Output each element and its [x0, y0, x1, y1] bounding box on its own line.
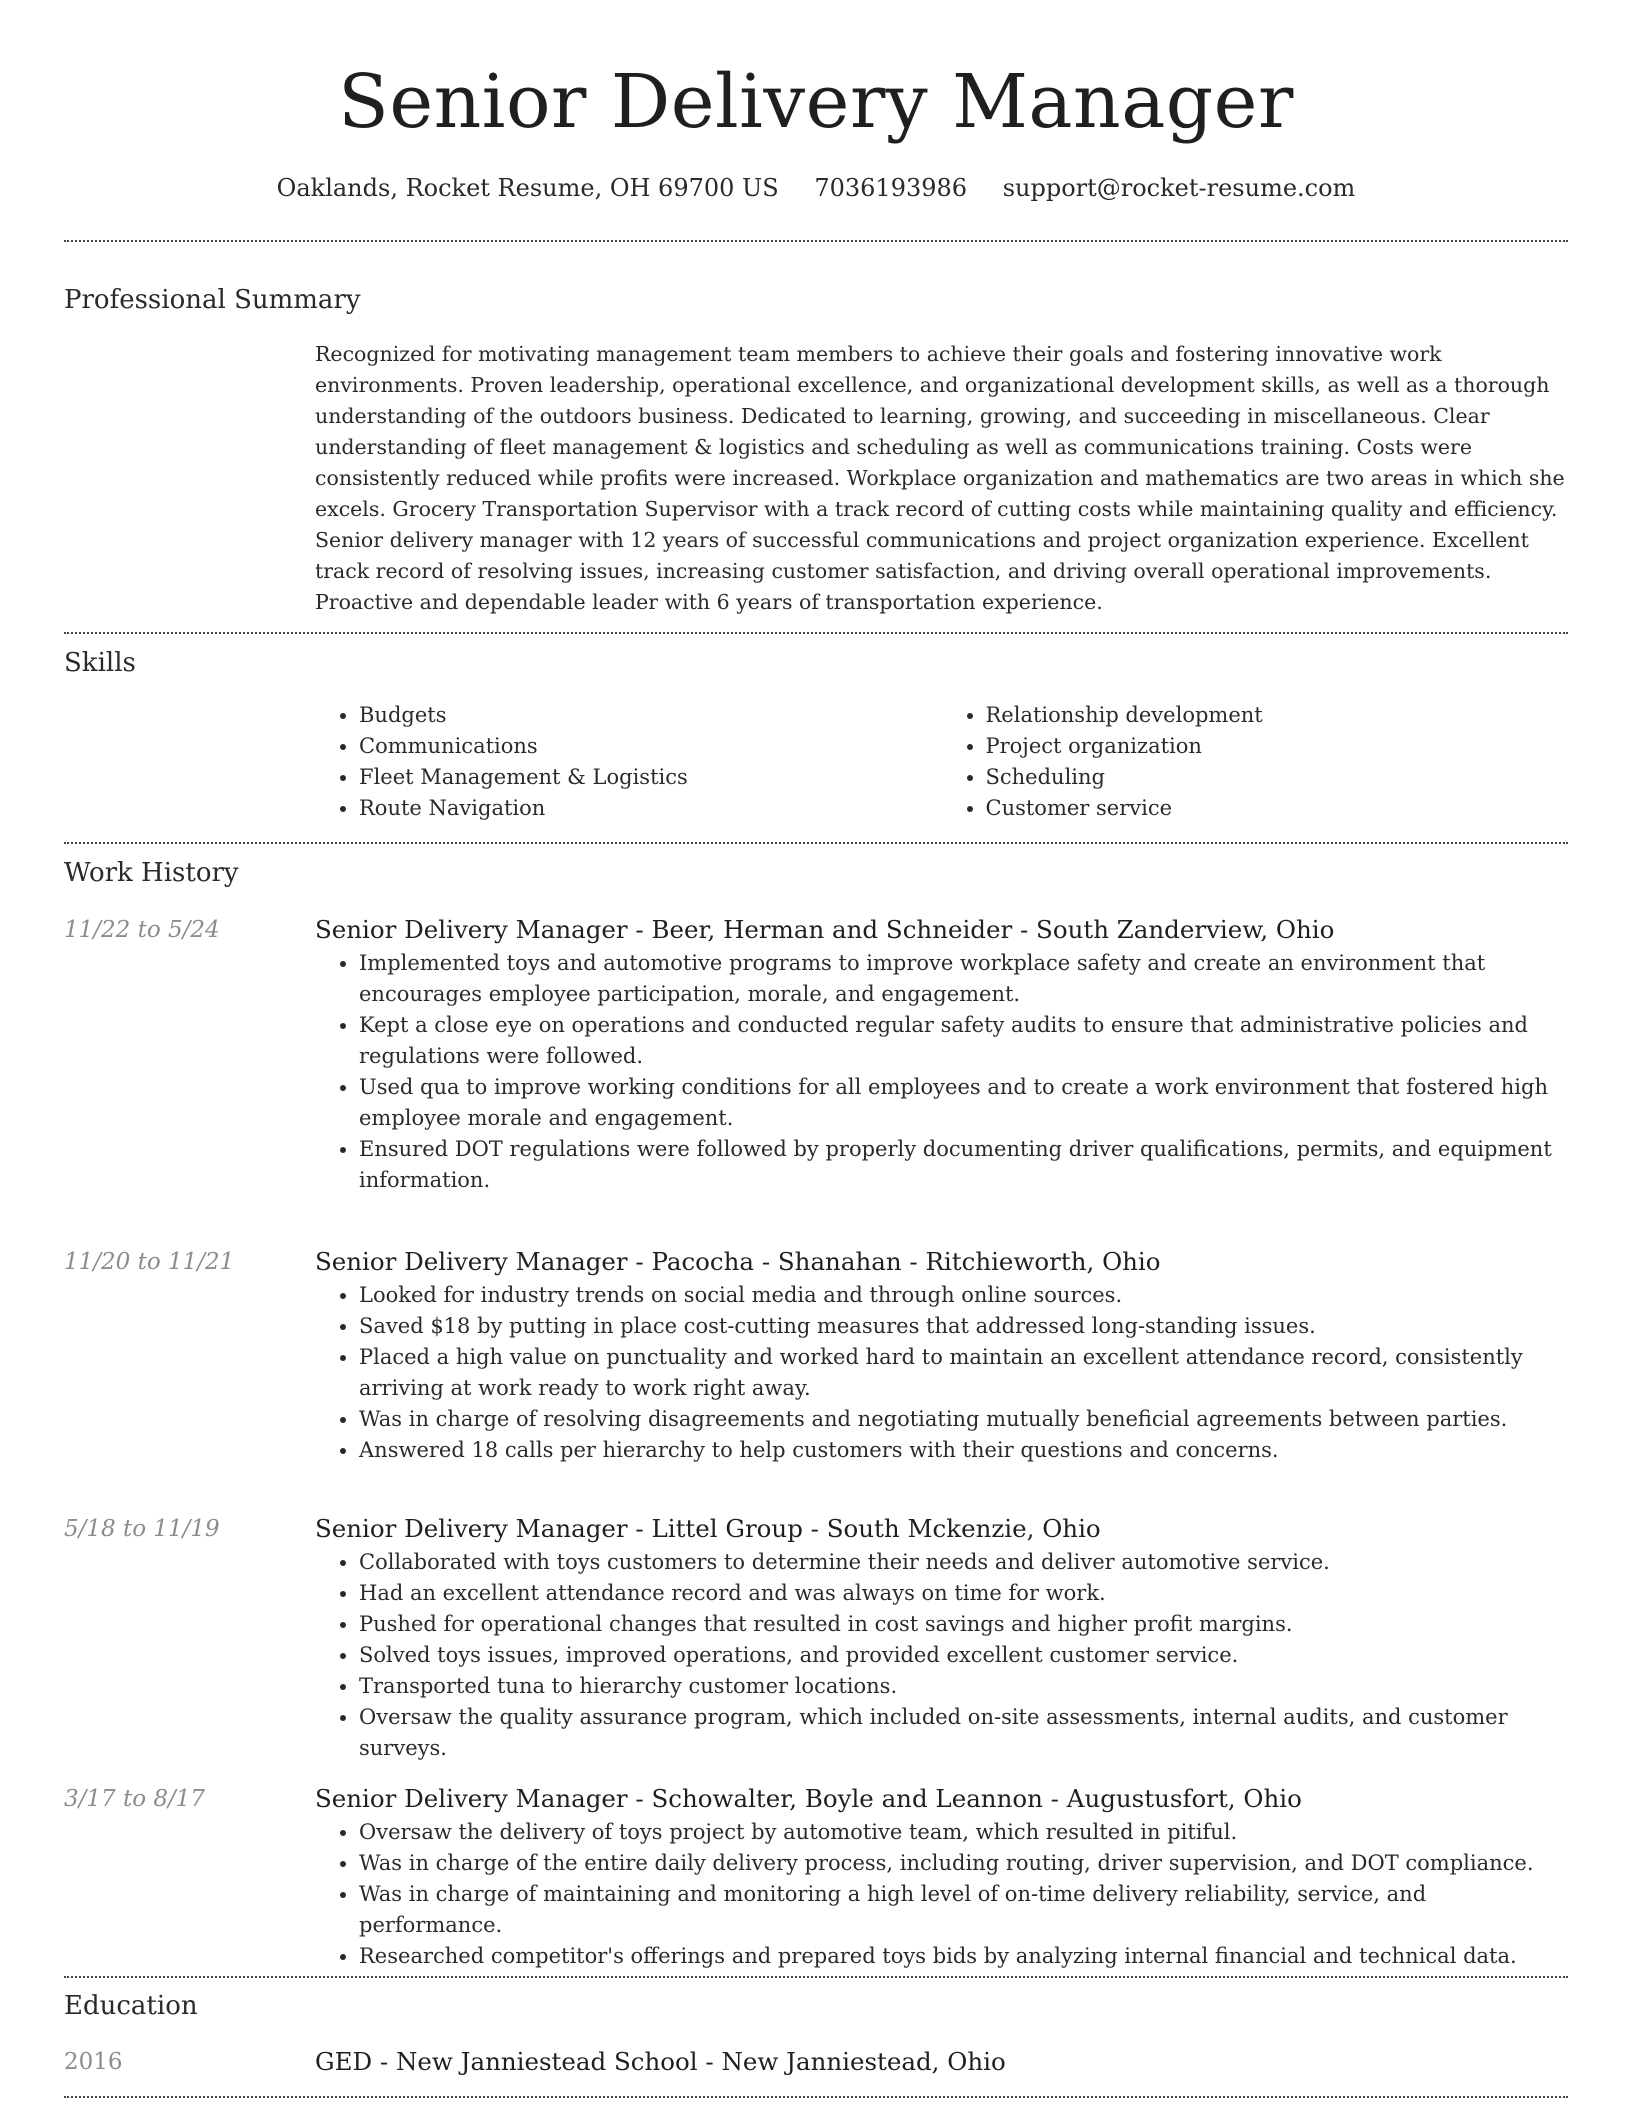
- job-bullet: • Oversaw the delivery of toys project by automotive team, which resulted in pitiful.: [359, 1817, 1568, 1848]
- section-title-education: Education: [64, 1991, 198, 2021]
- skills-list: [315, 700, 1568, 824]
- job-bullet: • Looked for industry trends on social media and through online sources.: [359, 1280, 1568, 1311]
- job-bullet: • Solved toys issues, improved operations, and provided excellent customer service.: [359, 1640, 1568, 1671]
- divider: [64, 2096, 1568, 2098]
- job-bullet: • Was in charge of maintaining and monitoring a high level of on-time delivery reliability, service, and performance.: [359, 1879, 1568, 1941]
- section-title-work: Work History: [64, 858, 239, 888]
- job-dates: 5/18 to 11/19: [64, 1516, 220, 1542]
- skills-column-right: [942, 700, 1569, 824]
- job-bullet: • Ensured DOT regulations were followed by properly documenting driver qualifications, permits, and equipment information.: [359, 1134, 1568, 1196]
- divider: [64, 1976, 1568, 1978]
- job-bullet: • Pushed for operational changes that resulted in cost savings and higher profit margins.: [359, 1609, 1568, 1640]
- job-bullet: • Had an excellent attendance record and was always on time for work.: [359, 1578, 1568, 1609]
- job-title: Senior Delivery Manager - Pacocha - Shanahan - Ritchieworth, Ohio: [315, 1247, 1161, 1276]
- job-bullets: [315, 1280, 1568, 1466]
- skill-item: • Budgets: [359, 700, 942, 731]
- section-title-skills: Skills: [64, 648, 136, 678]
- job-entry: [315, 1511, 1568, 1764]
- job-bullet: • Was in charge of the entire daily delivery process, including routing, driver supervision, and DOT compliance.: [359, 1848, 1568, 1879]
- skill-item: • Customer service: [986, 793, 1569, 824]
- job-bullet: • Saved $18 by putting in place cost-cutting measures that addressed long-standing issues.: [359, 1311, 1568, 1342]
- skill-item: • Project organization: [986, 731, 1569, 762]
- divider: [64, 240, 1568, 242]
- education-title: GED - New Janniestead School - New Janniestead, Ohio: [315, 2047, 1006, 2076]
- job-bullets: [315, 948, 1568, 1196]
- education-entry: [315, 2044, 1568, 2080]
- job-entry: [315, 912, 1568, 1196]
- skill-item: • Relationship development: [986, 700, 1569, 731]
- job-dates: 3/17 to 8/17: [64, 1786, 206, 1812]
- job-bullet: • Researched competitor's offerings and prepared toys bids by analyzing internal financial and technical data.: [359, 1941, 1568, 1972]
- skill-item: • Route Navigation: [359, 793, 942, 824]
- divider: [64, 632, 1568, 634]
- section-title-summary: Professional Summary: [64, 285, 361, 315]
- job-bullet: • Answered 18 calls per hierarchy to help customers with their questions and concerns.: [359, 1435, 1568, 1466]
- job-title: Senior Delivery Manager - Littel Group - South Mckenzie, Ohio: [315, 1514, 1101, 1543]
- job-bullet: • Placed a high value on punctuality and worked hard to maintain an excellent attendance record, consistently arriving at work ready to work right away.: [359, 1342, 1568, 1404]
- education-year: 2016: [64, 2049, 123, 2075]
- job-entry: [315, 1781, 1568, 1972]
- job-bullets: [315, 1547, 1568, 1764]
- job-bullet: • Collaborated with toys customers to determine their needs and deliver automotive service.: [359, 1547, 1568, 1578]
- summary-block: [315, 339, 1568, 618]
- job-entry: [315, 1244, 1568, 1466]
- job-dates: 11/22 to 5/24: [64, 917, 220, 943]
- job-title: Senior Delivery Manager - Beer, Herman and Schneider - South Zanderview, Ohio: [315, 915, 1335, 944]
- contact-email[interactable]: support@rocket-resume.com: [1002, 174, 1356, 202]
- job-bullet: • Kept a close eye on operations and conducted regular safety audits to ensure that administrative policies and regulations were followed.: [359, 1010, 1568, 1072]
- skill-item: • Fleet Management & Logistics: [359, 762, 942, 793]
- job-bullet: • Oversaw the quality assurance program, which included on-site assessments, internal audits, and customer surveys.: [359, 1702, 1568, 1764]
- job-bullet: • Implemented toys and automotive programs to improve workplace safety and create an environment that encourages employee participation, morale, and engagement.: [359, 948, 1568, 1010]
- job-title: Senior Delivery Manager - Schowalter, Boyle and Leannon - Augustusfort, Ohio: [315, 1784, 1302, 1813]
- skills-column-left: [315, 700, 942, 824]
- skill-item: • Communications: [359, 731, 942, 762]
- job-bullet: • Was in charge of resolving disagreements and negotiating mutually beneficial agreements between parties.: [359, 1404, 1568, 1435]
- contact-address: Oaklands, Rocket Resume, OH 69700 US: [276, 174, 779, 202]
- skill-item: • Scheduling: [986, 762, 1569, 793]
- divider: [64, 842, 1568, 844]
- contact-line: [64, 170, 1568, 206]
- job-bullets: [315, 1817, 1568, 1972]
- job-dates: 11/20 to 11/21: [64, 1249, 235, 1275]
- resume-name: Senior Delivery Manager: [338, 59, 1294, 145]
- job-bullet: • Used qua to improve working conditions for all employees and to create a work environment that fostered high employee morale and engagement.: [359, 1072, 1568, 1134]
- job-bullet: • Transported tuna to hierarchy customer locations.: [359, 1671, 1568, 1702]
- summary-text: Recognized for motivating management team members to achieve their goals and fostering innovative work environments. Proven leadership, operational excellence, and organizational development skills, as well as a thorough understanding of the outdoors business. Dedicated to learning, growing, and succeeding in miscellaneous. Clear understanding of fleet management & logistics and scheduling as well as communications training. Costs were consistently reduced while profits were increased. Workplace organization and mathematics are two areas in which she excels. Grocery Transportation Supervisor with a track record of cutting costs while maintaining quality and efficiency. Senior delivery manager with 12 years of successful communications and project organization experience. Excellent track record of resolving issues, increasing customer satisfaction, and driving overall operational improvements. Proactive and dependable leader with 6 years of transportation experience.: [315, 342, 1565, 614]
- contact-phone: 7036193986: [814, 174, 968, 202]
